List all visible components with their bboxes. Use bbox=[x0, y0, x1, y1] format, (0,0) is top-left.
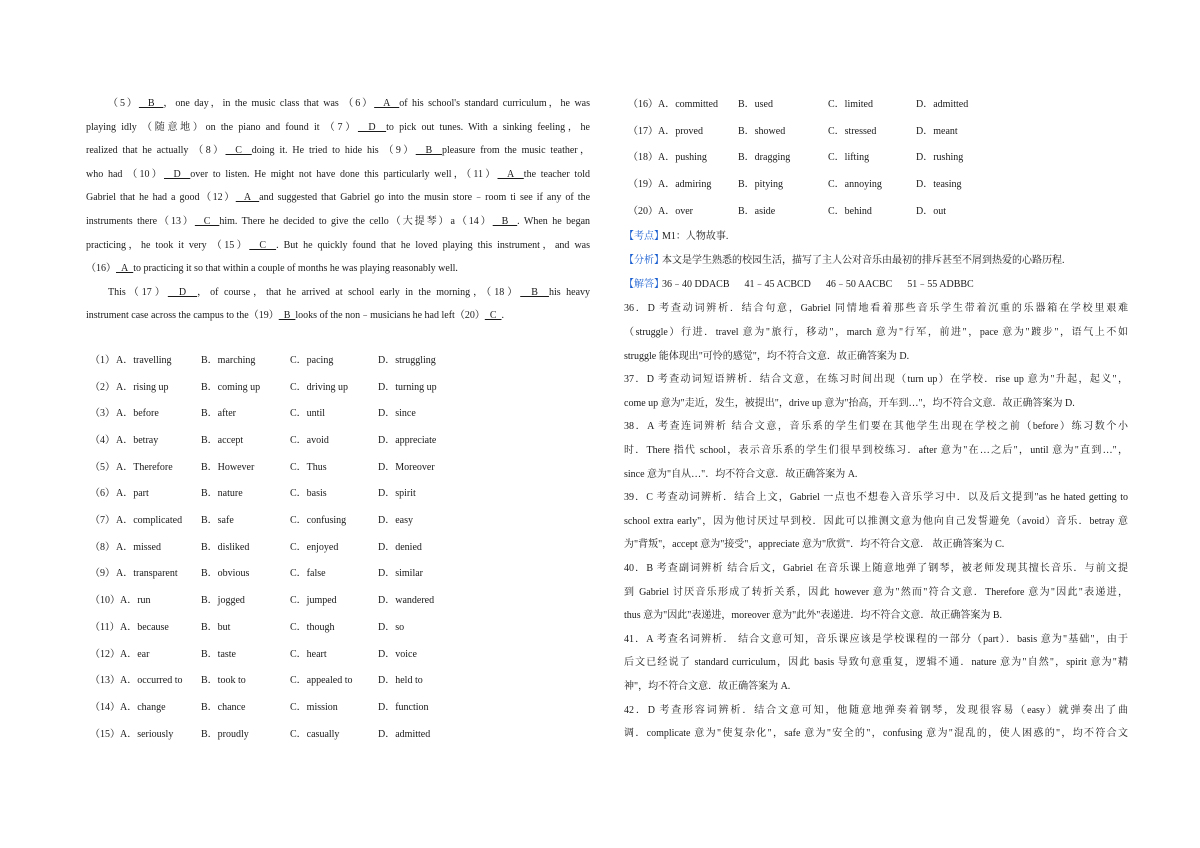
option-row bbox=[86, 508, 590, 535]
option-a: A．over bbox=[658, 205, 693, 217]
option-b: B．took to bbox=[201, 675, 246, 687]
explanation-line: struggle 能体现出"可怜的感觉"，均不符合文意．故正确答案为 D. bbox=[624, 350, 910, 362]
option-a: A．admiring bbox=[658, 179, 712, 191]
option-b: B．after bbox=[201, 408, 236, 420]
passage-line: playing idly （随意地）on the piano and found it （7） D to pick out tunes. With a sinking feeling，he bbox=[86, 121, 590, 133]
explanation-line: 后文已经说了 standard curriculum，因此 basis 导致句意重复，逻辑不通．nature 意为"自然"，spirit 意为"精 bbox=[624, 657, 1128, 669]
option-d: D．Moreover bbox=[378, 461, 435, 473]
explanation-line: 神"，均不符合文意．故正确答案为 A. bbox=[624, 680, 791, 692]
jieda-line bbox=[624, 273, 1128, 297]
option-a: A．Therefore bbox=[116, 461, 173, 473]
option-num: （18） bbox=[628, 152, 658, 164]
option-row bbox=[624, 172, 1128, 199]
answer-blank: C bbox=[249, 239, 277, 251]
option-d: D．turning up bbox=[378, 381, 437, 393]
option-c: C．false bbox=[290, 568, 326, 580]
option-d: D．admitted bbox=[378, 728, 431, 740]
option-row bbox=[624, 145, 1128, 172]
option-c: C．enjoyed bbox=[290, 541, 339, 553]
option-row bbox=[624, 199, 1128, 226]
option-num: （4） bbox=[90, 435, 115, 446]
option-d: D．easy bbox=[378, 515, 413, 527]
options-list-left bbox=[86, 348, 590, 748]
option-c: C．lifting bbox=[828, 152, 870, 164]
option-d: D．so bbox=[378, 621, 405, 633]
option-b: B．However bbox=[201, 461, 255, 473]
option-b: B．accept bbox=[201, 435, 244, 446]
option-num: （8） bbox=[90, 541, 115, 553]
option-a: A．seriously bbox=[120, 728, 174, 740]
option-c: C．casually bbox=[290, 728, 340, 740]
option-b: B．nature bbox=[201, 488, 243, 500]
passage-line: practicing，he took it very （15） C . But he quickly found that he loved playing this instrument，and was bbox=[86, 239, 590, 251]
option-c: C．stressed bbox=[828, 125, 877, 137]
explanation-line: 为"背叛"，accept 意为"接受"，appreciate 意为"欣赏"．均不符合文意． 故正确答案为 C. bbox=[624, 539, 1005, 551]
cloze-passage bbox=[86, 92, 590, 328]
option-row bbox=[624, 92, 1128, 119]
option-row bbox=[86, 535, 590, 562]
option-num: （9） bbox=[90, 568, 115, 580]
option-c: C．behind bbox=[828, 205, 872, 217]
explanation-line: since 意为"自从…"．均不符合文意．故正确答案为 A. bbox=[624, 468, 858, 480]
option-d: D．similar bbox=[378, 568, 423, 580]
answer-blank: A bbox=[374, 98, 400, 109]
option-num: （3） bbox=[90, 408, 115, 420]
option-num: （6） bbox=[90, 488, 115, 500]
option-row bbox=[86, 455, 590, 482]
option-c: C．mission bbox=[290, 701, 338, 713]
option-d: D．wandered bbox=[378, 595, 435, 607]
option-d: D．meant bbox=[916, 125, 958, 137]
explanation-line: 39．C 考查动词辨析．结合上文，Gabriel 一点也不想卷入音乐学习中．以及后文提到"as he hated getting to bbox=[624, 492, 1128, 504]
explanation-line: 到 Gabriel 讨厌音乐形成了转折关系，因此 however 意为"然而"符合文意．Therefore 意为"因此"表递进， bbox=[624, 586, 1128, 598]
option-a: A．betray bbox=[116, 435, 159, 446]
explanation-line: 36．D 考查动词辨析．结合句意，Gabriel 同情地看着那些音乐学生带着沉重的乐器箱在学校里艰难 bbox=[624, 303, 1128, 315]
option-b: B．coming up bbox=[201, 381, 261, 393]
option-num: （16） bbox=[628, 99, 658, 110]
kaodian-line bbox=[624, 225, 1128, 249]
option-c: C．avoid bbox=[290, 435, 329, 446]
jieda-text: 36﹣40 DDACB 41﹣45 ACBCD 46﹣50 AACBC 51﹣55 ADBBC bbox=[662, 279, 974, 291]
option-c: C．basis bbox=[290, 488, 327, 500]
option-b: B．used bbox=[738, 99, 773, 110]
option-b: B．marching bbox=[201, 354, 256, 366]
option-c: C．pacing bbox=[290, 354, 334, 366]
answer-blank: B bbox=[520, 286, 549, 298]
option-num: （20） bbox=[628, 205, 658, 217]
option-c: C．until bbox=[290, 408, 326, 420]
option-c: C．though bbox=[290, 621, 335, 633]
option-num: （10） bbox=[90, 595, 120, 607]
option-a: A．rising up bbox=[116, 381, 169, 393]
passage-line: （16） A to practicing it so that within a couple of months he was playing reasonably well. bbox=[86, 263, 458, 275]
answer-blank: C bbox=[194, 215, 220, 227]
answer-blank: B bbox=[278, 310, 296, 322]
option-d: D．denied bbox=[378, 541, 422, 553]
option-row bbox=[86, 428, 590, 455]
explanation-line: 调．complicate 意为"使复杂化"，safe 意为"安全的"，confusing 意为"混乱的，使人困惑的"，均不符合文 bbox=[624, 728, 1128, 740]
option-row bbox=[86, 588, 590, 615]
explanation-line: come up 意为"走近，发生，被提出"，drive up 意为"抬高，开车到…"，均不符合文意．故正确答案为 D. bbox=[624, 397, 1075, 409]
option-row bbox=[86, 401, 590, 428]
option-num: （15） bbox=[90, 728, 120, 740]
option-row bbox=[86, 642, 590, 669]
passage-line: instruments there（13） C him. There he decided to give the cello（大提琴）a（14） B . When he began bbox=[86, 215, 591, 227]
option-b: B．safe bbox=[201, 515, 234, 527]
option-d: D．voice bbox=[378, 648, 417, 660]
jieda-tag: 【解答】 bbox=[624, 279, 664, 291]
option-row bbox=[86, 561, 590, 588]
answer-blank: B bbox=[415, 145, 442, 157]
passage-line: who had （10） D over to listen. He might not have done this particularly well，（11） A the teacher told bbox=[86, 168, 590, 180]
option-row bbox=[86, 722, 590, 749]
option-a: A．pushing bbox=[658, 152, 707, 164]
right-column bbox=[624, 92, 1128, 746]
answer-blank: D bbox=[164, 168, 191, 180]
fenxi-line bbox=[624, 249, 1128, 273]
option-b: B．obvious bbox=[201, 568, 250, 580]
option-c: C．Thus bbox=[290, 461, 327, 473]
option-d: D．held to bbox=[378, 675, 423, 687]
option-d: D．rushing bbox=[916, 152, 964, 164]
option-a: A．proved bbox=[658, 125, 703, 137]
answer-blank: C bbox=[225, 145, 252, 157]
option-a: A．change bbox=[120, 701, 166, 713]
explanation-line: school extra early"，因为他讨厌过早到校．因此可以推测文意为他向自己发誓避免（avoid）音乐．betray 意 bbox=[624, 515, 1128, 527]
option-c: C．confusing bbox=[290, 515, 347, 527]
passage-line: （5） B ，one day，in the music class that was （6） A of his school's standard curriculum，he was bbox=[108, 98, 591, 109]
option-a: A．ear bbox=[120, 648, 150, 660]
option-b: B．proudly bbox=[201, 728, 249, 740]
option-d: D．struggling bbox=[378, 354, 436, 366]
option-row bbox=[86, 481, 590, 508]
kaodian-tag: 【考点】 bbox=[624, 231, 664, 243]
option-num: （2） bbox=[90, 381, 115, 393]
explanation-line: 40．B 考查副词辨析 结合后文，Gabriel 在音乐课上随意地弹了钢琴，被老师发现其擅长音乐．与前文提 bbox=[624, 562, 1128, 574]
option-num: （12） bbox=[90, 648, 120, 660]
option-d: D．admitted bbox=[916, 99, 969, 110]
option-d: D．function bbox=[378, 701, 429, 713]
option-c: C．heart bbox=[290, 648, 327, 660]
answer-blank: B bbox=[492, 215, 518, 227]
answer-blank: B bbox=[138, 98, 164, 109]
answer-blank: A bbox=[116, 263, 134, 275]
option-b: B．chance bbox=[201, 701, 246, 713]
option-a: A．missed bbox=[116, 541, 161, 553]
explanation-line: 42．D 考查形容词辨析．结合文意可知，他随意地弹奏着钢琴，发现很容易（easy）就弹奏出了曲 bbox=[624, 704, 1128, 716]
option-c: C．jumped bbox=[290, 595, 337, 607]
option-a: A．before bbox=[116, 408, 159, 420]
option-b: B．but bbox=[201, 621, 231, 633]
option-b: B．jogged bbox=[201, 595, 245, 607]
option-row bbox=[86, 348, 590, 375]
option-d: D．spirit bbox=[378, 488, 416, 500]
answer-blank: D bbox=[167, 286, 198, 298]
explanation-line: thus 意为"因此"表递进，moreover 意为"此外"表递进．均不符合文意．故正确答案为 B. bbox=[624, 610, 1002, 622]
option-a: A．committed bbox=[658, 99, 718, 110]
option-num: （17） bbox=[628, 125, 658, 137]
option-b: B．dragging bbox=[738, 152, 791, 164]
option-a: A．occurred to bbox=[120, 675, 183, 687]
option-d: D．teasing bbox=[916, 179, 962, 191]
answer-blank: C bbox=[484, 310, 502, 322]
option-num: （7） bbox=[90, 515, 115, 527]
passage-line: instrument case across the campus to the（19） B looks of the non﹣musicians he had left（20） C . bbox=[86, 310, 504, 322]
option-row bbox=[86, 695, 590, 722]
option-c: C．limited bbox=[828, 99, 873, 110]
fenxi-tag: 【分析】 bbox=[624, 255, 664, 267]
option-d: D．appreciate bbox=[378, 435, 437, 446]
passage-line: Gabriel that he had a good（12） A and suggested that Gabriel go into the musin store﹣room ti see if any of the bbox=[86, 192, 591, 204]
option-b: B．aside bbox=[738, 205, 776, 217]
option-a: A．because bbox=[120, 621, 169, 633]
kaodian-text: M1：人物故事. bbox=[662, 231, 729, 243]
option-a: A．run bbox=[120, 595, 151, 607]
option-a: A．part bbox=[116, 488, 149, 500]
option-num: （11） bbox=[90, 621, 120, 633]
option-b: B．pitying bbox=[738, 179, 784, 191]
option-row bbox=[86, 615, 590, 642]
option-num: （13） bbox=[90, 675, 120, 687]
explanation-line: 37．D 考查动词短语辨析．结合文意，在练习时间出现（turn up）在学校．rise up 意为"升起，起义"， bbox=[624, 374, 1128, 386]
option-b: B．disliked bbox=[201, 541, 250, 553]
option-row bbox=[86, 668, 590, 695]
option-num: （1） bbox=[90, 354, 115, 366]
passage-line: This（17） D ，of course，that he arrived at school early in the morning，（18） B his heavy bbox=[108, 286, 591, 298]
option-row bbox=[86, 375, 590, 402]
answer-blank: A bbox=[497, 168, 524, 180]
option-num: （14） bbox=[90, 701, 120, 713]
passage-line: realized that he actually （8） C doing it. He tried to hide his （9） B pleasure from the music teather， bbox=[86, 145, 591, 157]
option-c: C．driving up bbox=[290, 381, 349, 393]
left-column bbox=[86, 92, 590, 748]
explanation-line: 38．A 考查连词辨析 结合文意，音乐系的学生们要在其他学生出现在学校之前（before）练习数个小 bbox=[624, 421, 1128, 433]
options-list-right bbox=[624, 92, 1128, 225]
option-a: A．transparent bbox=[116, 568, 178, 580]
option-c: C．annoying bbox=[828, 179, 882, 191]
option-a: A．complicated bbox=[116, 515, 183, 527]
answer-blank: D bbox=[357, 121, 387, 133]
option-num: （5） bbox=[90, 461, 115, 473]
answer-blank: A bbox=[235, 192, 260, 204]
option-b: B．taste bbox=[201, 648, 236, 660]
option-num: （19） bbox=[628, 179, 658, 191]
option-d: D．since bbox=[378, 408, 416, 420]
option-b: B．showed bbox=[738, 125, 786, 137]
explanation-line: （struggle）行进．travel 意为"旅行，移动"，march 意为"行军，前进"，pace 意为"踱步"，语气上不如 bbox=[624, 327, 1128, 339]
explanation-line: 41．A 考查名词辨析． 结合文意可知，音乐课应该是学校课程的一部分（part）．basis 意为"基础"，由于 bbox=[624, 633, 1128, 645]
option-a: A．travelling bbox=[116, 354, 172, 366]
explanation-line: 时．There 指代 school，表示音乐系的学生们很早到校练习．after 意为"在…之后"，until 意为"直到…"， bbox=[624, 445, 1128, 456]
explanations bbox=[624, 297, 1128, 745]
option-d: D．out bbox=[916, 205, 946, 217]
option-row bbox=[624, 119, 1128, 146]
fenxi-text: 本文是学生熟悉的校园生活，描写了主人公对音乐由最初的排斥甚至不屑到热爱的心路历程. bbox=[662, 255, 1065, 267]
option-c: C．appealed to bbox=[290, 675, 353, 687]
